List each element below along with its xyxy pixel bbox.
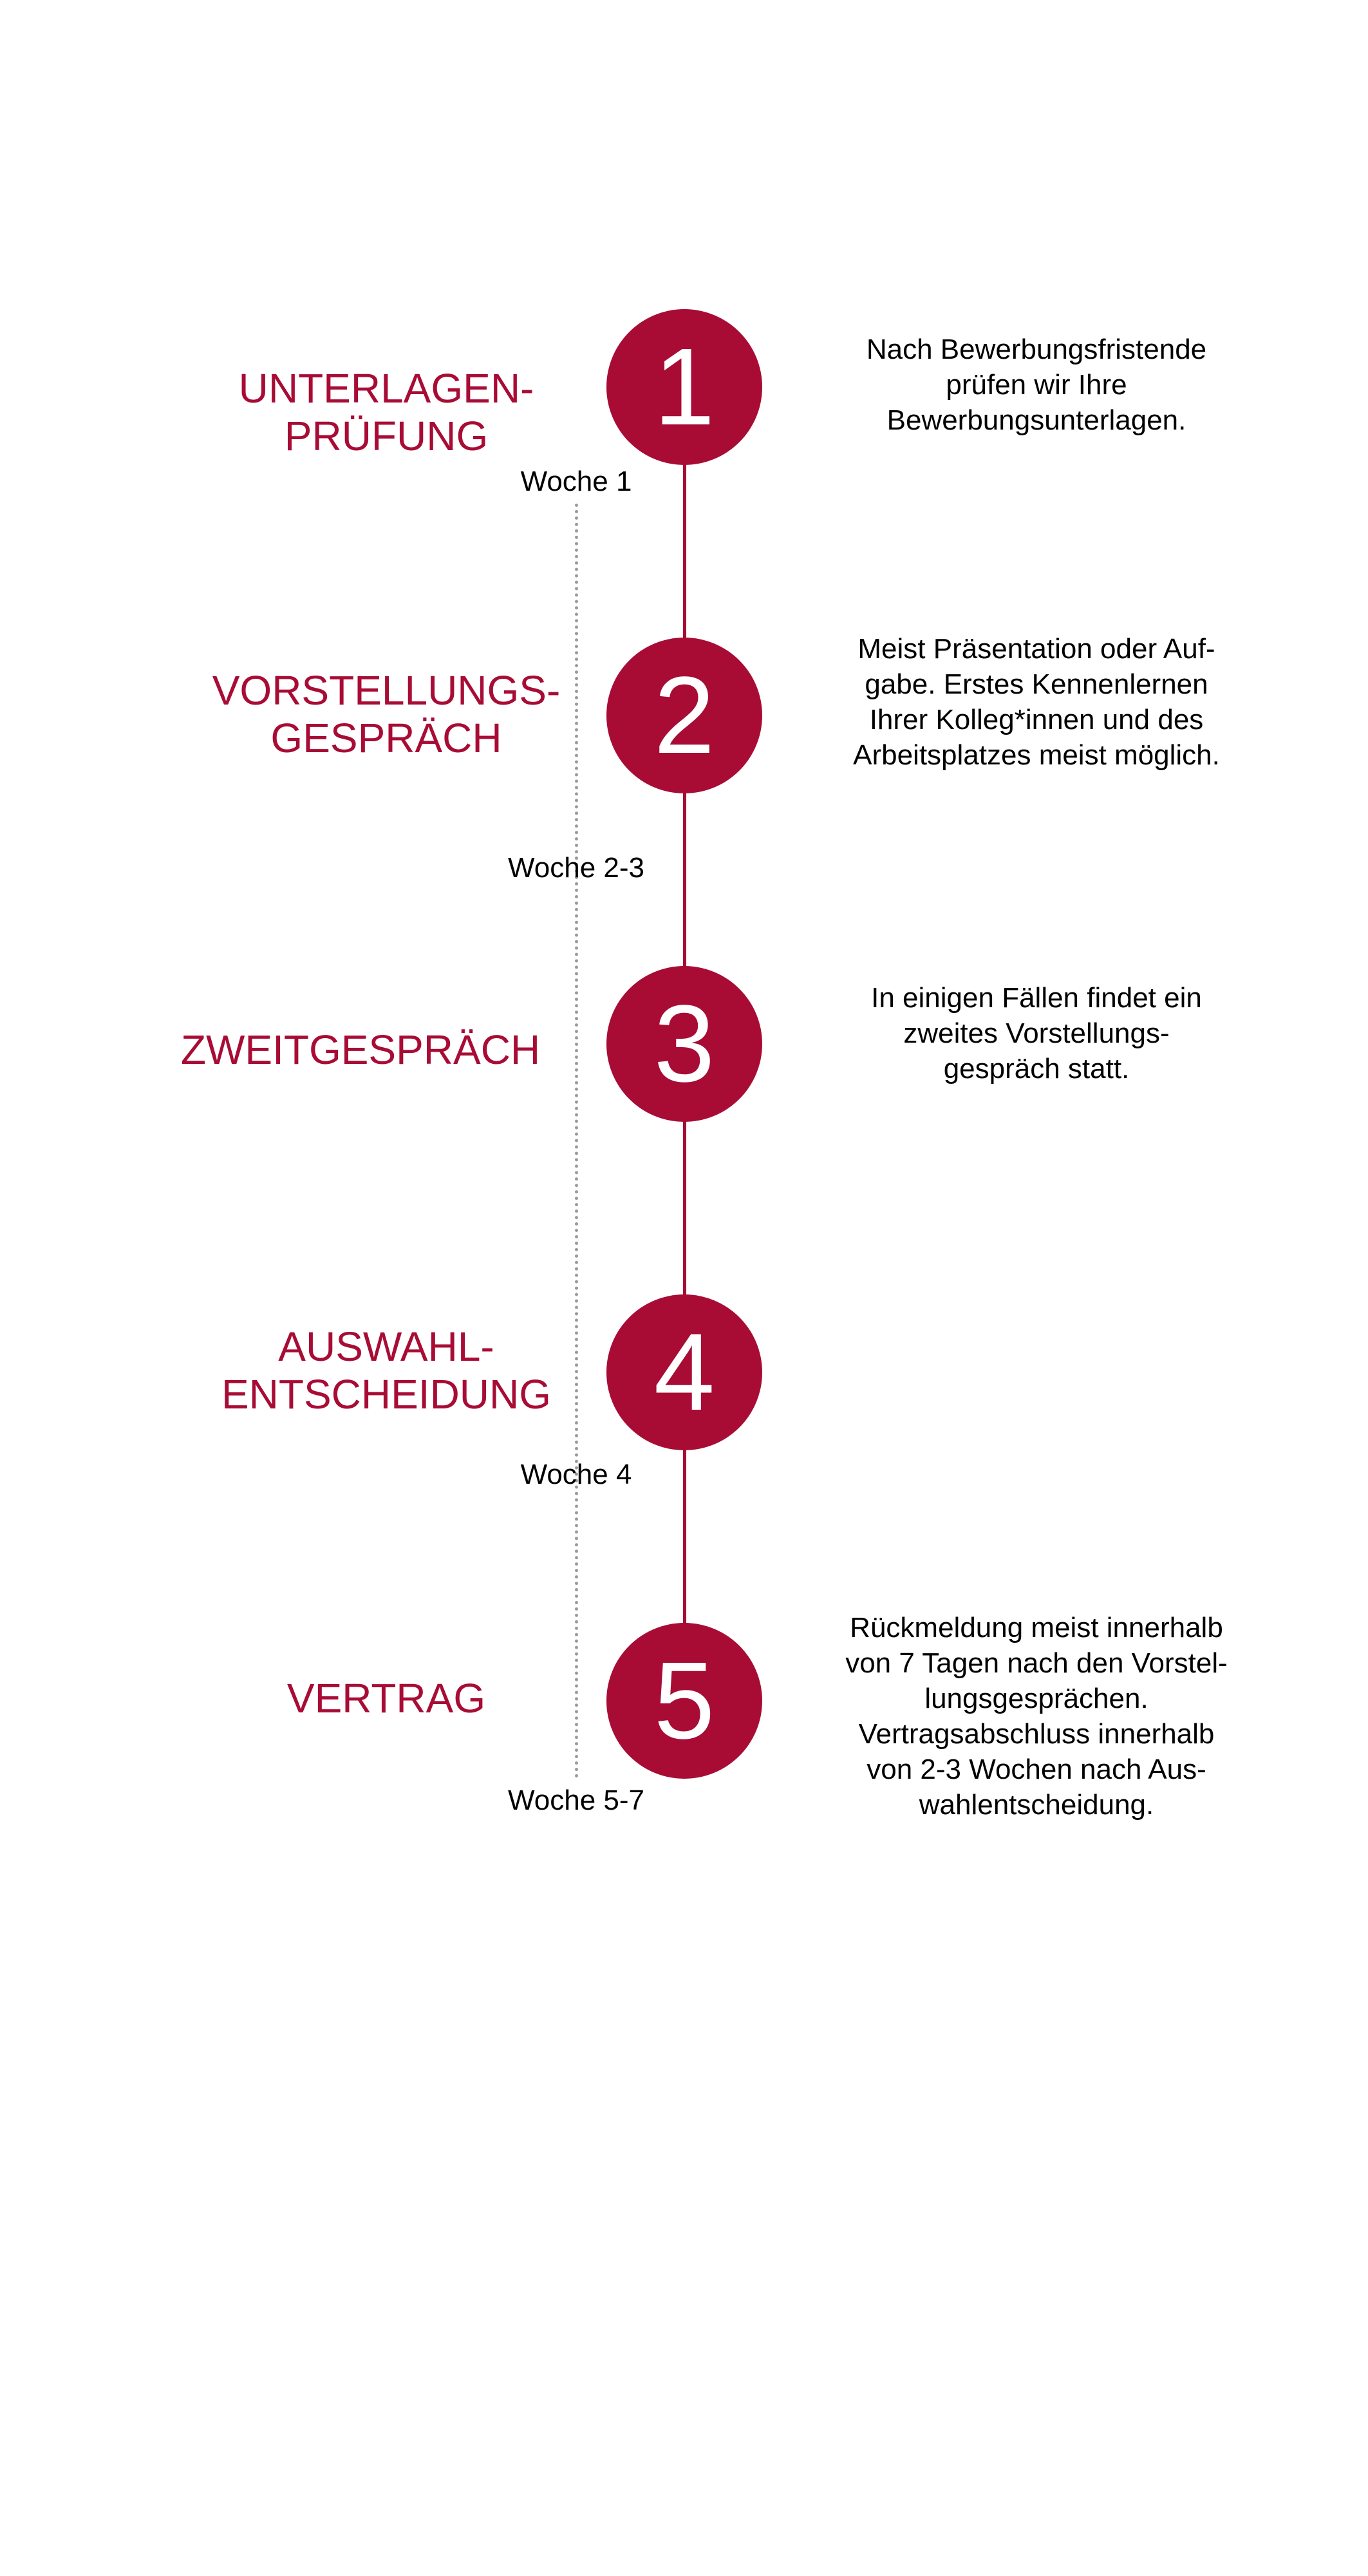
step-3-number: 3 [653,983,715,1105]
step-5-number: 5 [653,1640,715,1762]
week-dotted-line [575,504,578,1779]
step-5-circle [606,1623,762,1779]
step-4-circle [606,1294,762,1450]
step-2-title: VORSTELLUNGS- GESPRÄCH [212,667,561,761]
step-3-description: In einigen Fällen findet ein zweites Vorstellungs- gespräch statt. [871,982,1202,1084]
week-label-1: Woche 1 [520,466,632,497]
step-3-title: ZWEITGESPRÄCH [180,1027,541,1073]
week-label-2: Woche 2-3 [508,852,644,884]
week-label-4: Woche 5-7 [508,1785,644,1816]
step-1-circle [606,309,762,465]
step-5-title: VERTRAG [286,1675,486,1721]
step-2-number: 2 [653,654,715,777]
step-2-circle [606,638,762,793]
step-1-title: UNTERLAGEN- PRÜFUNG [238,365,534,459]
week-label-3: Woche 4 [520,1459,632,1490]
step-3-circle [606,966,762,1122]
step-2-description: Meist Präsentation oder Auf- gabe. Erstes Kennenlernen Ihrer Kolleg*innen und des Arbeitsplatzes meist möglich. [853,633,1220,771]
step-1-description: Nach Bewerbungsfristende prüfen wir Ihre Bewerbungsunterlagen. [866,334,1207,436]
step-4-title: AUSWAHL- ENTSCHEIDUNG [221,1323,552,1417]
step-5-description: Rückmeldung meist innerhalb von 7 Tagen nach den Vorstel- lungsgesprächen. Vertragsabschluss innerhalb von 2-3 Wochen nach Aus- wahlentscheidung. [845,1612,1228,1821]
step-1-number: 1 [653,326,715,448]
step-4-number: 4 [653,1311,715,1434]
